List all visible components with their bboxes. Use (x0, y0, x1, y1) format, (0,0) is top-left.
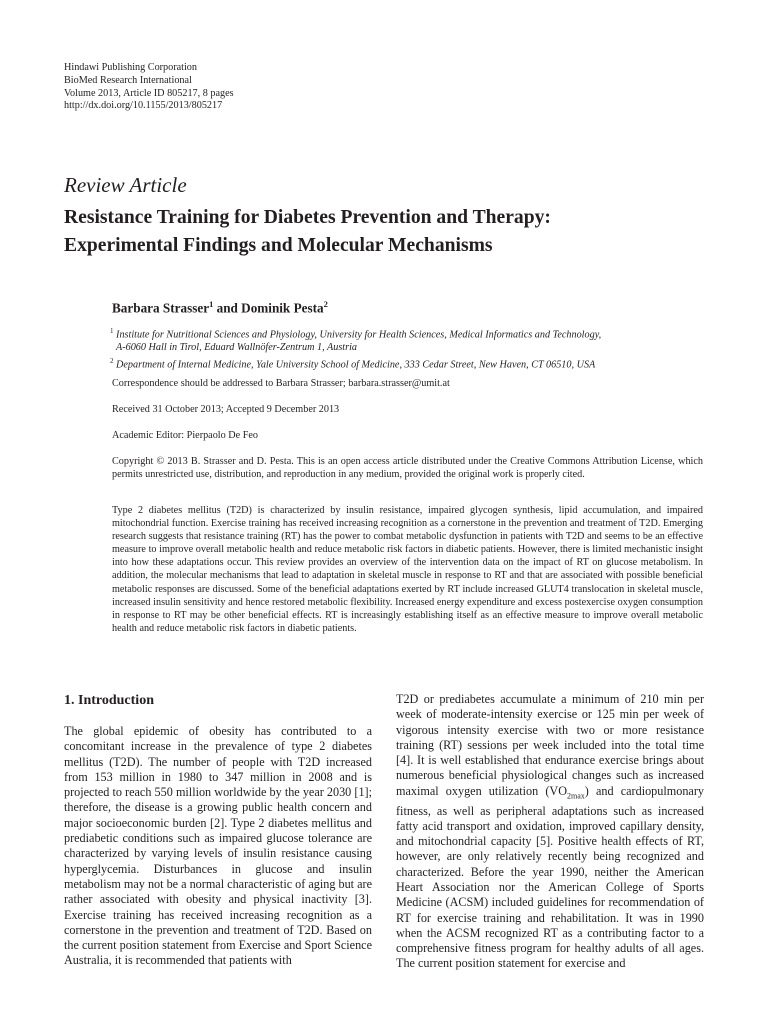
volume-line: Volume 2013, Article ID 805217, 8 pages (64, 87, 234, 99)
body-text: ) and cardiopulmonary fitness, as well as peripheral adaptations such as increased fatty acid transport and oxidation, improved capillary density, and mitochondrial capacity [5]. Positive health effects of RT, however, are only relatively recently being recognized and characterized. Before the year 1990, neither the American Heart Association nor the American College of Sports Medicine (ACSM) included guidelines for recommendation of RT for exercise training and rehabilitation. It was in 1990 when the ACSM recognized RT as a contributing factor to a comprehensive fitness program for healthy adults of all ages. The current position statement for exercise and (396, 783, 704, 971)
received-accepted-dates: Received 31 October 2013; Accepted 9 December 2013 (112, 404, 340, 415)
copyright-notice: Copyright © 2013 B. Strasser and D. Pesta. This is an open access article distributed under the Creative Commons Attribution License, which permits unrestricted use, distribution, and reproduction in any medium, provided the original work is properly cited. (112, 456, 703, 480)
title-line-1: Resistance Training for Diabetes Prevention and Therapy: (64, 207, 551, 228)
affiliation-1 (110, 325, 690, 342)
body-column-left (64, 724, 372, 969)
correspondence-line: Correspondence should be addressed to Barbara Strasser; barbara.strasser@umit.at (112, 378, 450, 389)
subscript: 2max (567, 791, 585, 801)
affiliation-number: 2 (110, 356, 114, 365)
author-list (112, 299, 328, 316)
affiliation-1-continued: A-6060 Hall in Tirol, Eduard Wallnöfer-Zentrum 1, Austria (116, 342, 358, 354)
article-title (64, 204, 724, 259)
body-text: T2D or prediabetes accumulate a minimum of 210 min per week of moderate-intensity exercise or 125 min per week of vigorous intensity exercise with two or more resistance training (RT) sessions per week included into the total time [4]. It is well established that endurance exercise brings about numerous beneficial physiological changes such as increased maximal oxygen utilization (VO (396, 692, 704, 798)
affiliations (110, 325, 690, 372)
author-conjunction: and (213, 300, 242, 316)
title-line-2: Experimental Findings and Molecular Mechanisms (64, 234, 493, 256)
journal-name: BioMed Research International (64, 74, 192, 86)
abstract: Type 2 diabetes mellitus (T2D) is characterized by insulin resistance, impaired glycogen synthesis, lipid accumulation, and impaired mitochondrial function. Exercise training has received increasing recognition as a cornerstone in the prevention and treatment of T2D. Emerging research suggests that resistance training (RT) has the power to combat metabolic dysfunction in patients with T2D and seems to be an effective measure to improve overall metabolic health and reduce metabolic risk factors in diabetic patients. However, there is limited mechanistic insight into how these adaptations occur. This review provides an overview of the intervention data on the impact of RT on glucose metabolism. In addition, the molecular mechanisms that lead to adaptation in skeletal muscle in response to RT and that are associated with possible beneficial metabolic responses are discussed. Some of the beneficial adaptations exerted by RT include increased GLUT4 translocation in skeletal muscle, increased insulin sensitivity and hence restored metabolic flexibility. Increased energy expenditure and excess postexercise oxygen consumption in response to RT may be other beneficial effects. RT is increasingly establishing itself as an effective measure to improve overall metabolic health and reduce metabolic risk factors in diabetic patients. (112, 505, 703, 634)
academic-editor: Academic Editor: Pierpaolo De Feo (112, 430, 258, 441)
journal-header (64, 62, 234, 113)
affiliation-text: Institute for Nutritional Sciences and Physiology, University for Health Sciences, Medical Informatics and Technology, (116, 329, 602, 341)
body-column-right (396, 692, 704, 972)
body-paragraph: The global epidemic of obesity has contributed to a concomitant increase in the prevalence of type 2 diabetes mellitus (T2D). The number of people with T2D increased from 153 million in 1980 to 347 million in 2008 and is projected to reach 550 million worldwide by the year 2030 [1]; therefore, the disease is a growing public health concern and major socioeconomic burden [2]. Type 2 diabetes mellitus and prediabetic conditions such as impaired glucose tolerance are characterized by varying levels of insulin resistance causing hyperglycemia. Disturbances in glucose and insulin metabolism may not be a normal characteristic of aging but are rather associated with obesity and physical inactivity [3]. Exercise training has received increasing recognition as a cornerstone in the prevention and treatment of T2D. Based on the current position statement from Exercise and Sport Science Australia, it is recommended that patients with (64, 724, 372, 968)
doi-link[interactable]: http://dx.doi.org/10.1155/2013/805217 (64, 100, 223, 112)
author-name: Dominik Pesta (241, 300, 324, 316)
publisher-line: Hindawi Publishing Corporation (64, 62, 197, 73)
affiliation-2 (110, 355, 690, 372)
affiliation-marker: 1 (209, 299, 214, 309)
article-type: Review Article (64, 173, 187, 197)
affiliation-text: Department of Internal Medicine, Yale University School of Medicine, 333 Cedar Street, New Haven, CT 06510, USA (116, 359, 596, 371)
section-heading: 1. Introduction (64, 693, 154, 708)
author-name: Barbara Strasser (112, 300, 210, 316)
affiliation-number: 1 (110, 327, 114, 335)
body-paragraph (396, 692, 704, 972)
affiliation-marker: 2 (323, 299, 328, 309)
